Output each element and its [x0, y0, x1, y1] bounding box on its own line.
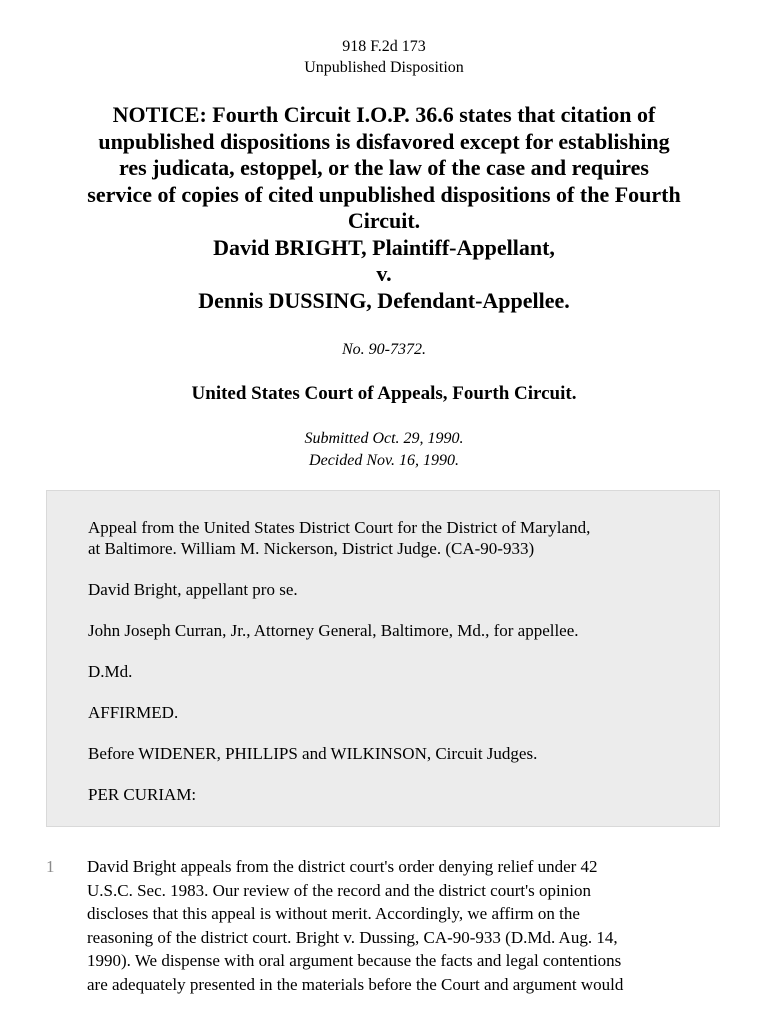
decided-date: Decided Nov. 16, 1990.	[309, 452, 459, 469]
paragraph-line: David Bright appeals from the district court's order denying relief under 42	[87, 857, 598, 876]
case-info-box	[46, 490, 720, 827]
case-dates	[0, 428, 768, 472]
citation-header	[0, 36, 768, 78]
notice-line: service of copies of cited unpublished dispositions of the Fourth	[87, 181, 681, 207]
result-label: AFFIRMED.	[88, 703, 179, 722]
court-name: United States Court of Appeals, Fourth Circuit.	[191, 383, 577, 404]
per-curiam-label: PER CURIAM:	[88, 785, 197, 804]
appellant-counsel: David Bright, appellant pro se.	[88, 580, 298, 599]
appeal-origin-line: Appeal from the United States District Court for the District of Maryland,	[88, 518, 591, 537]
notice-line: unpublished dispositions is disfavored except for establishing	[98, 128, 670, 154]
district-label: D.Md.	[88, 662, 133, 681]
paragraph-line: 1990). We dispense with oral argument because the facts and legal contentions	[87, 951, 622, 970]
paragraph-number: 1	[46, 857, 55, 876]
paragraph-text	[87, 855, 727, 996]
defendant-name: Dennis DUSSING, Defendant-Appellee.	[198, 287, 570, 313]
appeal-origin	[88, 517, 688, 559]
versus-label: v.	[376, 261, 392, 286]
paragraph-line: are adequately presented in the materials before the Court and argument would	[87, 974, 624, 994]
disposition-label: Unpublished Disposition	[304, 59, 464, 76]
case-title	[40, 102, 728, 314]
panel-judges: Before WIDENER, PHILLIPS and WILKINSON, Circuit Judges.	[88, 744, 538, 763]
plaintiff-name: David BRIGHT, Plaintiff-Appellant,	[213, 234, 555, 260]
submitted-date: Submitted Oct. 29, 1990.	[304, 430, 464, 447]
notice-line: Circuit.	[347, 208, 421, 233]
paragraph-line: reasoning of the district court. Bright v. Dussing, CA-90-933 (D.Md. Aug. 14,	[87, 927, 618, 947]
paragraph-line: U.S.C. Sec. 1983. Our review of the record and the district court's opinion	[87, 880, 591, 900]
notice-line: NOTICE: Fourth Circuit I.O.P. 36.6 states that citation of	[112, 102, 656, 127]
appellee-counsel: John Joseph Curran, Jr., Attorney General, Baltimore, Md., for appellee.	[88, 621, 579, 640]
paragraph-line: discloses that this appeal is without merit. Accordingly, we affirm on the	[87, 904, 580, 923]
notice-line: res judicata, estoppel, or the law of the case and requires	[118, 155, 649, 180]
docket-number: No. 90-7372.	[342, 341, 426, 358]
appeal-origin-line: at Baltimore. William M. Nickerson, District Judge. (CA-90-933)	[88, 539, 535, 558]
case-citation: 918 F.2d 173	[342, 38, 426, 55]
